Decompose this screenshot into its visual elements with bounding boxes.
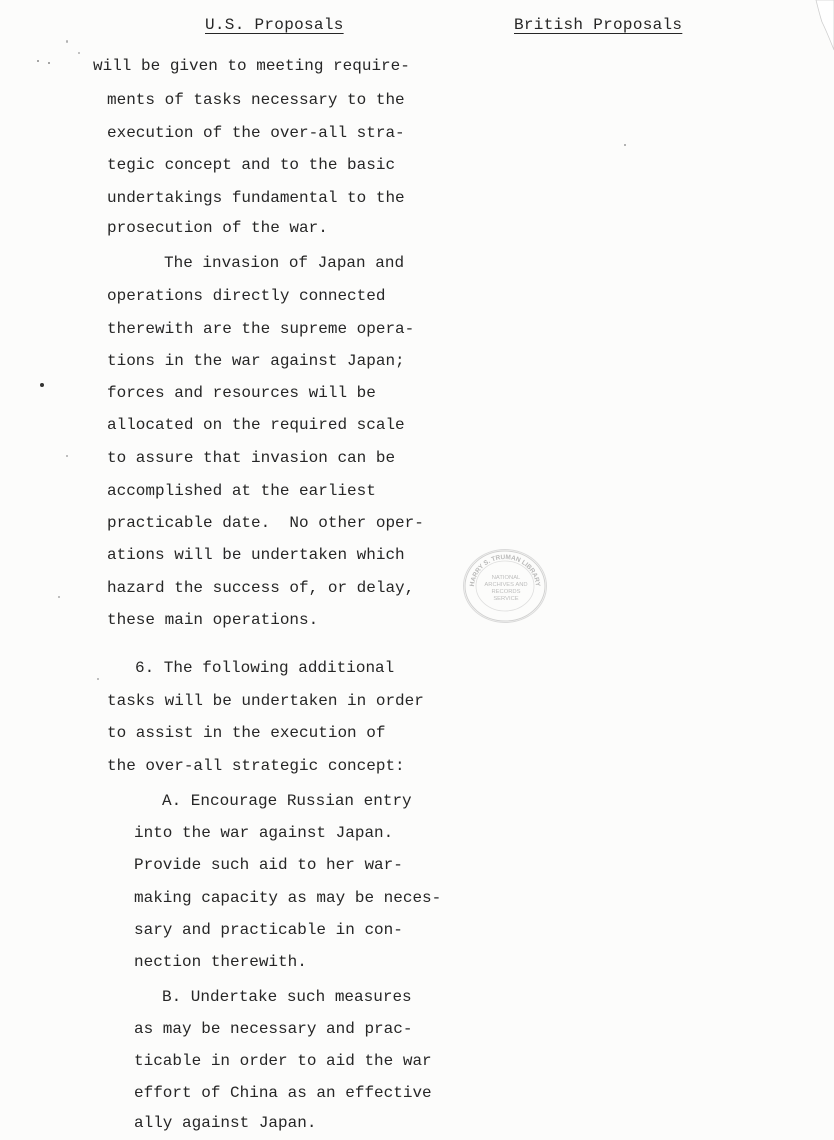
text-line: ticable in order to aid the war <box>134 1052 432 1070</box>
paper-speck <box>78 52 80 54</box>
paper-speck <box>40 383 44 387</box>
british-proposals-header: British Proposals <box>514 16 683 34</box>
text-line: 6. The following additional <box>135 659 395 677</box>
text-line: into the war against Japan. <box>134 824 394 842</box>
text-line: these main operations. <box>107 611 319 629</box>
text-line: sary and practicable in con- <box>134 921 403 939</box>
text-line: The invasion of Japan and <box>164 254 405 272</box>
text-line: ations will be undertaken which <box>107 546 405 564</box>
paper-speck <box>66 455 68 457</box>
text-line: forces and resources will be <box>107 384 376 402</box>
text-line: practicable date. No other oper- <box>107 514 424 532</box>
paper-speck <box>58 596 60 598</box>
svg-text:ARCHIVES AND: ARCHIVES AND <box>484 582 528 588</box>
paper-speck <box>48 62 50 64</box>
text-line: undertakings fundamental to the <box>107 189 405 207</box>
paper-speck <box>97 678 99 680</box>
text-line: making capacity as may be neces- <box>134 889 442 907</box>
text-line: B. Undertake such measures <box>162 988 412 1006</box>
text-line: execution of the over-all stra- <box>107 124 405 142</box>
text-line: A. Encourage Russian entry <box>162 792 412 810</box>
text-line: allocated on the required scale <box>107 416 405 434</box>
text-line: ments of tasks necessary to the <box>107 91 405 109</box>
text-line: will be given to meeting require- <box>93 57 410 75</box>
text-line: Provide such aid to her war- <box>134 856 403 874</box>
text-line: tasks will be undertaken in order <box>107 692 424 710</box>
archive-seal-stamp <box>463 549 547 623</box>
archive-seal-icon <box>464 550 546 622</box>
text-line: tegic concept and to the basic <box>107 156 396 174</box>
text-line: accomplished at the earliest <box>107 482 376 500</box>
paper-speck <box>37 60 39 62</box>
text-line: to assure that invasion can be <box>107 449 396 467</box>
text-line: to assist in the execution of <box>107 724 386 742</box>
text-line: the over-all strategic concept: <box>107 757 405 775</box>
svg-text:RECORDS: RECORDS <box>491 589 521 595</box>
text-line: as may be necessary and prac- <box>134 1020 413 1038</box>
text-line: operations directly connected <box>107 287 386 305</box>
svg-text:SERVICE: SERVICE <box>493 596 519 602</box>
paper-speck <box>66 40 68 43</box>
text-line: effort of China as an effective <box>134 1084 432 1102</box>
us-proposals-header: U.S. Proposals <box>205 16 344 34</box>
text-line: hazard the success of, or delay, <box>107 579 415 597</box>
text-line: tions in the war against Japan; <box>107 352 405 370</box>
paper-speck <box>624 144 626 146</box>
text-line: ally against Japan. <box>134 1114 317 1132</box>
page-corner-curl-icon <box>794 0 834 60</box>
text-line: therewith are the supreme opera- <box>107 320 415 338</box>
svg-text:NATIONAL: NATIONAL <box>491 575 521 581</box>
text-line: nection therewith. <box>134 953 307 971</box>
svg-text:HARRY S. TRUMAN LIBRARY: HARRY S. TRUMAN LIBRARY <box>468 553 542 587</box>
text-line: prosecution of the war. <box>107 219 328 237</box>
